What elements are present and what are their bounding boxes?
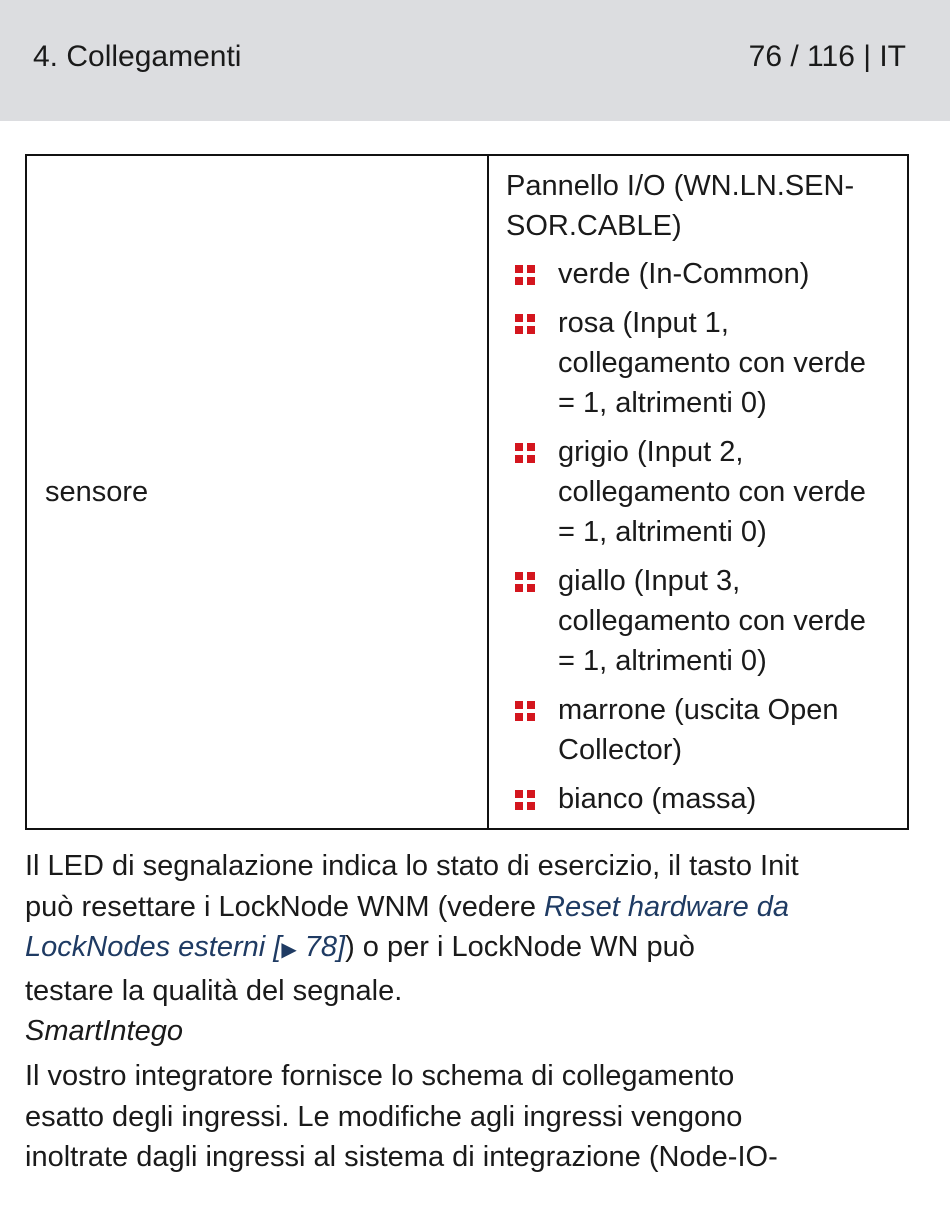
wire-label-line: = 1, altrimenti 0) (558, 387, 767, 419)
link-text: Reset hardware da (544, 890, 790, 923)
red-bullet-icon (515, 701, 535, 721)
red-bullet-icon (515, 265, 535, 285)
link-text: LockNodes esterni [ (25, 931, 282, 963)
red-bullet-icon (515, 443, 535, 463)
wire-label-line: collegamento con verde (558, 347, 866, 379)
connections-table (25, 154, 909, 830)
chapter-title: 4. Collegamenti (33, 40, 242, 73)
paragraph-integrator (25, 1056, 905, 1178)
table-cell-component: sensore (26, 155, 488, 829)
wire-label-line: bianco (massa) (558, 783, 757, 815)
wire-label-line: giallo (Input 3, (558, 565, 741, 597)
panel-title (506, 166, 895, 246)
text-line: Il vostro integratore fornisce lo schema di collegamento (25, 1060, 735, 1092)
wire-label-line: marrone (uscita Open (558, 694, 839, 726)
list-item (506, 303, 895, 423)
link-page-number: 78] (296, 931, 346, 963)
list-item (506, 690, 895, 770)
panel-title-line: SOR.CABLE) (506, 210, 682, 242)
list-item (506, 561, 895, 681)
wire-label-line: Collector) (558, 734, 683, 766)
page-number: 76 / 116 | IT (748, 40, 906, 73)
table-row (26, 155, 908, 829)
red-bullet-icon (515, 314, 535, 334)
list-item (506, 254, 895, 294)
panel-title-line: Pannello I/O (WN.LN.SEN- (506, 170, 855, 202)
text-line: inoltrate dagli ingressi al sistema di integrazione (Node-IO- (25, 1141, 778, 1173)
triangle-right-icon: ▶ (281, 939, 297, 961)
wire-label-line: collegamento con verde (558, 605, 866, 637)
list-item (506, 432, 895, 552)
text-line: esatto degli ingressi. Le modifiche agli ingressi vengono (25, 1100, 743, 1133)
page-header (0, 0, 950, 121)
wire-label-line: = 1, altrimenti 0) (558, 516, 767, 548)
wire-label-line: rosa (Input 1, (558, 307, 729, 339)
wire-label-line: collegamento con verde (558, 476, 866, 508)
wire-label-line: = 1, altrimenti 0) (558, 645, 767, 677)
red-bullet-icon (515, 572, 535, 592)
wire-label-line: grigio (Input 2, (558, 436, 744, 468)
paragraph-led-description (25, 846, 905, 1011)
table-cell-connections (488, 155, 908, 829)
text-line: può resettare i LockNode WNM (vedere (25, 890, 544, 923)
wire-list (506, 254, 895, 819)
text-line: ) o per i LockNode WN può (345, 931, 695, 963)
subheading-smartintego: SmartIntego (25, 1015, 183, 1047)
text-line: Il LED di segnalazione indica lo stato di esercizio, il tasto Init (25, 850, 799, 882)
red-bullet-icon (515, 790, 535, 810)
text-line: testare la qualità del segnale. (25, 974, 403, 1007)
wire-label-line: verde (In-Common) (558, 258, 810, 290)
list-item (506, 779, 895, 819)
